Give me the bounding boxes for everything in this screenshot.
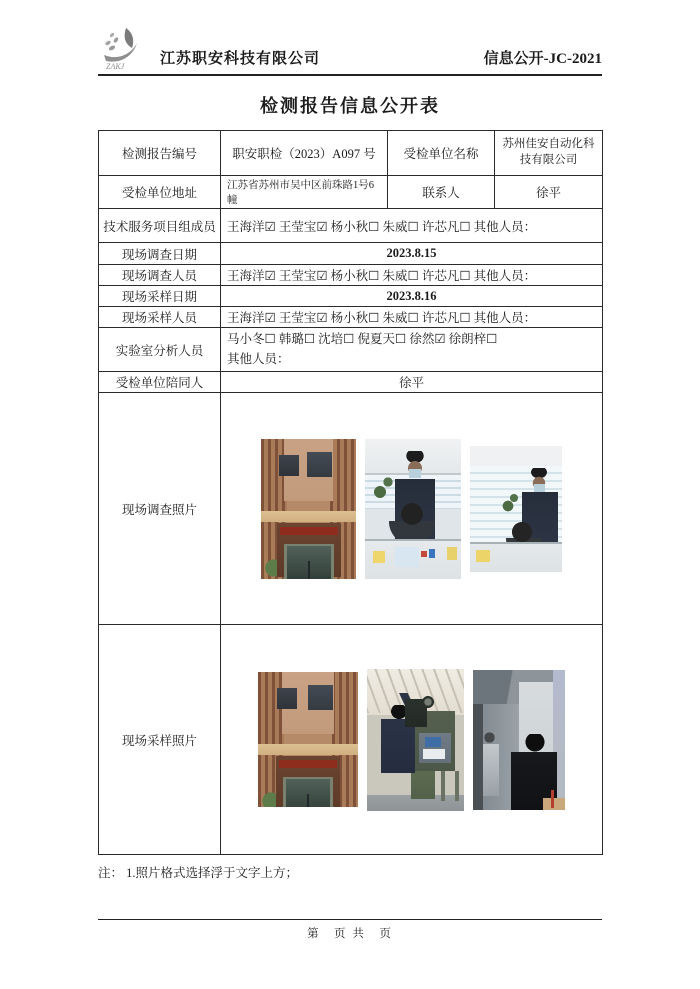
table-row-survey-photos — [99, 393, 603, 625]
sampling-date-value: 2023.8.16 — [221, 286, 603, 307]
page-title: 检测报告信息公开表 — [260, 96, 440, 116]
table-row-address — [99, 176, 603, 209]
team-label: 技术服务项目组成员 — [99, 209, 221, 243]
table-row-report-no — [99, 131, 603, 176]
lab-staff-line2: 其他人员： — [227, 351, 290, 366]
photo-building-entrance — [261, 439, 356, 579]
photo-workshop-sampling-1 — [367, 669, 464, 811]
table-row-escort — [99, 372, 603, 393]
lab-staff-value — [221, 328, 603, 372]
team-members-value: 王海洋☑ 王莹宝☑ 杨小秋☐ 朱威☐ 许芯凡☐ 其他人员： — [221, 209, 603, 243]
unit-name-value: 苏州佳安自动化科技有限公司 — [495, 131, 603, 176]
logo-text: ZAKJ — [106, 62, 125, 70]
sampling-staff-value: 王海洋☑ 王莹宝☑ 杨小秋☐ 朱威☐ 许芯凡☐ 其他人员： — [221, 307, 603, 328]
page-number-text: 第 页 共 页 — [307, 928, 393, 940]
lab-staff-label: 实验室分析人员 — [99, 328, 221, 372]
page-footer — [98, 919, 602, 941]
table-row-survey-staff — [99, 265, 603, 286]
photo-workshop-sampling-2 — [473, 670, 565, 810]
survey-photo-strip — [224, 439, 599, 579]
survey-photos-label: 现场调查照片 — [99, 393, 221, 625]
document-header — [98, 30, 602, 76]
table-row-sampling-staff — [99, 307, 603, 328]
sampling-photos-cell — [221, 625, 603, 855]
contact-value: 徐平 — [495, 176, 603, 209]
sampling-date-label: 现场采样日期 — [99, 286, 221, 307]
footnote: 注： 1.照片格式选择浮于文字上方； — [98, 866, 299, 880]
sampling-photos-label: 现场采样照片 — [99, 625, 221, 855]
table-row-sampling-date — [99, 286, 603, 307]
disclosure-form-table — [98, 130, 603, 855]
company-logo-icon — [98, 26, 156, 70]
table-row-survey-date — [99, 243, 603, 265]
survey-staff-label: 现场调查人员 — [99, 265, 221, 286]
header-left — [98, 26, 320, 70]
unit-name-label: 受检单位名称 — [388, 131, 495, 176]
table-row-team — [99, 209, 603, 243]
unit-addr-value: 江苏省苏州市吴中区前珠路1号6幢 — [221, 176, 388, 209]
escort-value: 徐平 — [221, 372, 603, 393]
lab-staff-line1: 马小冬☐ 韩璐☐ 沈培☐ 倪夏天☐ 徐然☑ 徐朗梓☐ — [227, 332, 498, 347]
company-name: 江苏职安科技有限公司 — [160, 51, 321, 67]
table-row-sampling-photos — [99, 625, 603, 855]
photo-building-entrance — [258, 672, 358, 807]
survey-date-label: 现场调查日期 — [99, 243, 221, 265]
document-code: 信息公开-JC-2021 — [483, 51, 602, 67]
escort-label: 受检单位陪同人 — [99, 372, 221, 393]
table-row-lab-staff — [99, 328, 603, 372]
photo-office-survey-1 — [365, 439, 461, 579]
survey-photos-cell — [221, 393, 603, 625]
unit-addr-label: 受检单位地址 — [99, 176, 221, 209]
photo-office-survey-2 — [470, 446, 562, 572]
sampling-photo-strip — [224, 669, 599, 811]
survey-date-value: 2023.8.15 — [221, 243, 603, 265]
survey-staff-value: 王海洋☑ 王莹宝☑ 杨小秋☐ 朱威☐ 许芯凡☐ 其他人员： — [221, 265, 603, 286]
sampling-staff-label: 现场采样人员 — [99, 307, 221, 328]
report-no-label: 检测报告编号 — [99, 131, 221, 176]
report-no-value: 职安职检（2023）A097 号 — [221, 131, 388, 176]
contact-label: 联系人 — [388, 176, 495, 209]
